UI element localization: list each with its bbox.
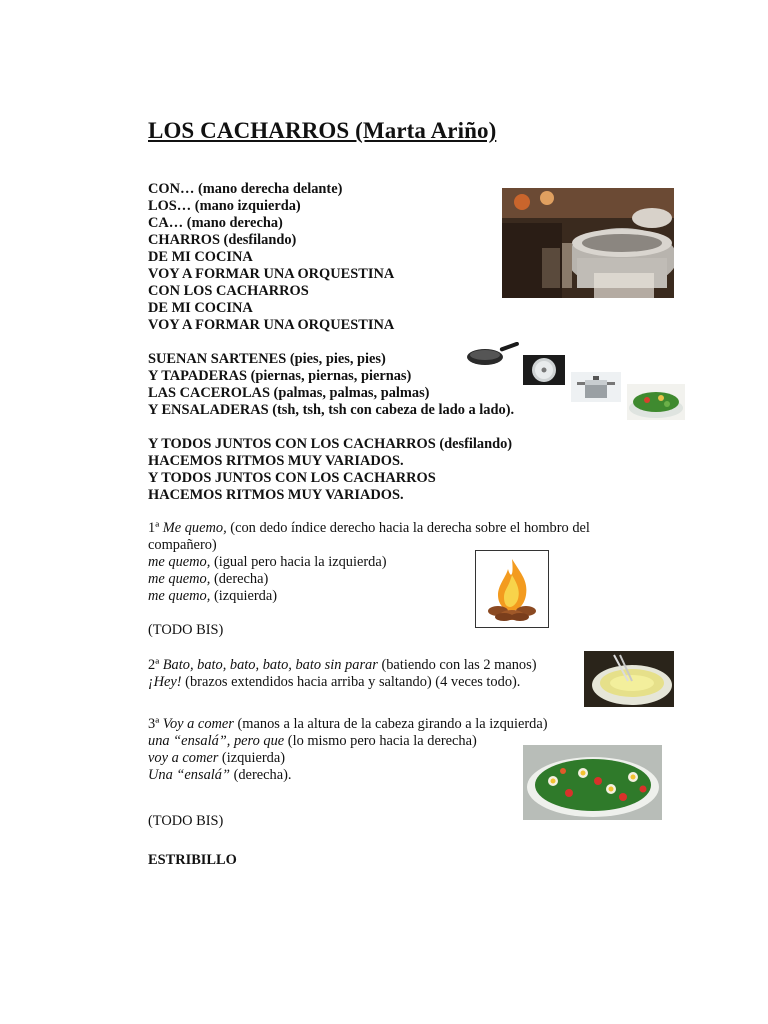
verse-line: CON… (mano derecha delante) [148, 181, 343, 197]
frying-pan-image [465, 342, 521, 370]
pot-lid-image [523, 355, 565, 385]
chorus-line: Y TODOS JUNTOS CON LOS CACHARROS [148, 470, 436, 486]
saucepan-image [571, 372, 621, 402]
part-line: Una “ensalá” (derecha). [148, 767, 292, 783]
verse-line: CHARROS (desfilando) [148, 232, 297, 248]
verse-line: VOY A FORMAR UNA ORQUESTINA [148, 266, 395, 282]
verse-line: DE MI COCINA [148, 249, 253, 265]
part-line: voy a comer (izquierda) [148, 750, 286, 766]
campfire-image [475, 550, 549, 628]
part-2 [148, 657, 537, 691]
chorus-line: HACEMOS RITMOS MUY VARIADOS. [148, 453, 404, 469]
verse-line: Y TAPADERAS (piernas, piernas, piernas) [148, 368, 412, 384]
verse-2 [148, 351, 514, 419]
page-title: LOS CACHARROS (Marta Ariño) [148, 118, 497, 143]
salad-bowl-image [627, 384, 685, 420]
chorus-reference: ESTRIBILLO [148, 852, 237, 868]
part-line: me quemo, (derecha) [148, 571, 269, 587]
verse-line: LAS CACEROLAS (palmas, palmas, palmas) [148, 385, 430, 401]
kitchen-pots-image [502, 188, 674, 298]
verse-line: CON LOS CACHARROS [148, 283, 309, 299]
whisk-bowl-image [584, 651, 674, 707]
verse-line: CA… (mano derecha) [148, 215, 283, 231]
part-line: 1ª Me quemo, (con dedo índice derecho hacia la derecha sobre el hombro del [148, 520, 590, 536]
part-line: 2ª Bato, bato, bato, bato, bato sin parar (batiendo con las 2 manos) [148, 657, 537, 673]
bis-note-1: (TODO BIS) [148, 622, 224, 638]
part-line: 3ª Voy a comer (manos a la altura de la cabeza girando a la izquierda) [148, 716, 548, 732]
part-line: compañero) [148, 537, 217, 553]
part-line: ¡Hey! (brazos extendidos hacia arriba y saltando) (4 veces todo). [148, 674, 521, 690]
salad-plate-image [523, 745, 662, 820]
chorus-line: HACEMOS RITMOS MUY VARIADOS. [148, 487, 404, 503]
part-line: me quemo, (igual pero hacia la izquierda) [148, 554, 387, 570]
part-line: una “ensalá”, pero que (lo mismo pero hacia la derecha) [148, 733, 477, 749]
verse-line: DE MI COCINA [148, 300, 253, 316]
part-3 [148, 716, 548, 784]
verse-line: Y ENSALADERAS (tsh, tsh, tsh con cabeza de lado a lado). [148, 402, 515, 418]
bis-note-2: (TODO BIS) [148, 813, 224, 829]
verse-1 [148, 181, 394, 334]
verse-line: LOS… (mano izquierda) [148, 198, 301, 214]
chorus [148, 436, 512, 504]
chorus-line: Y TODOS JUNTOS CON LOS CACHARROS (desfilando) [148, 436, 513, 452]
verse-line: VOY A FORMAR UNA ORQUESTINA [148, 317, 395, 333]
part-line: me quemo, (izquierda) [148, 588, 278, 604]
verse-line: SUENAN SARTENES (pies, pies, pies) [148, 351, 386, 367]
